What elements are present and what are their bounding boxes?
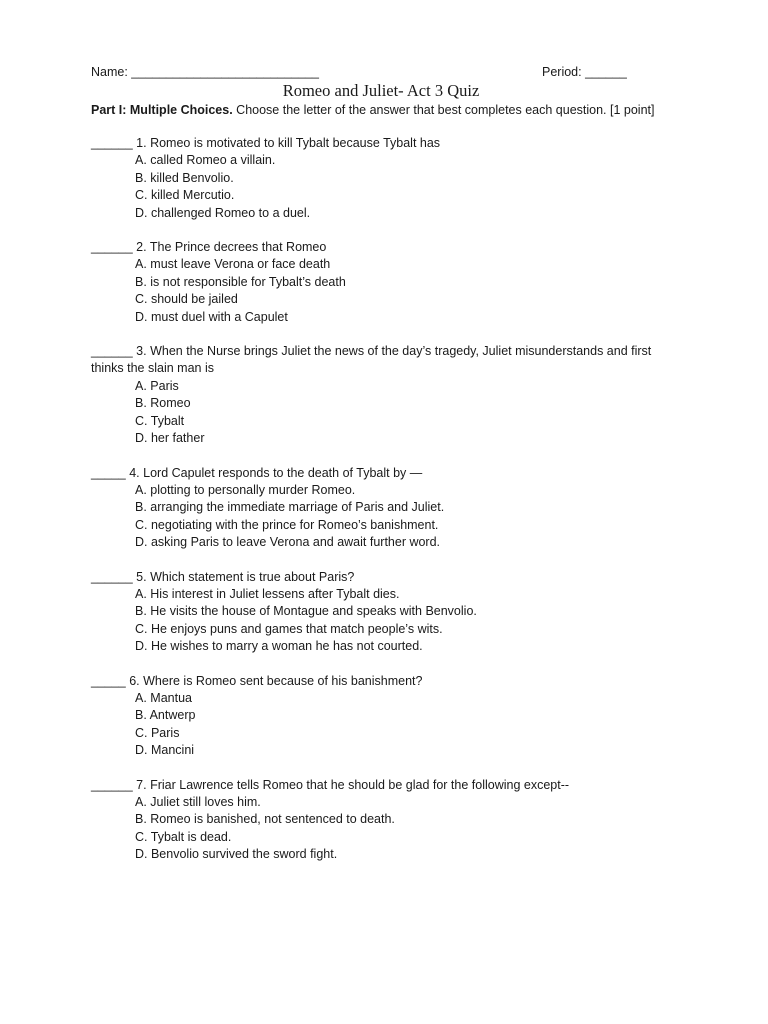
option-c: C. killed Mercutio. — [135, 188, 235, 203]
question-stem: _____ 6. Where is Romeo sent because of his banishment? — [91, 673, 423, 688]
answer-options — [135, 378, 681, 448]
option-a: A. plotting to personally murder Romeo. — [135, 482, 356, 497]
part-label: Part I: Multiple Choices. — [91, 103, 233, 117]
option-a: A. His interest in Juliet lessens after Tybalt dies. — [135, 586, 400, 601]
question-3 — [91, 343, 681, 447]
option-c: C. should be jailed — [135, 292, 238, 307]
period-field: Period: ______ — [542, 65, 627, 79]
question-stem: ______ 5. Which statement is true about Paris? — [91, 569, 355, 584]
option-b: B. killed Benvolio. — [135, 170, 234, 185]
header-row — [91, 63, 681, 81]
question-7 — [91, 777, 681, 864]
name-field: Name: ___________________________ — [91, 65, 319, 79]
answer-options — [135, 152, 681, 222]
option-d: D. challenged Romeo to a duel. — [135, 205, 311, 220]
option-b: B. He visits the house of Montague and speaks with Benvolio. — [135, 604, 477, 619]
option-b: B. Antwerp — [135, 708, 196, 723]
option-a: A. Paris — [135, 378, 179, 393]
option-c: C. Tybalt is dead. — [135, 829, 232, 844]
answer-options — [135, 482, 681, 552]
answer-options — [135, 586, 681, 656]
question-stem: ______ 7. Friar Lawrence tells Romeo that he should be glad for the following except-- — [91, 777, 570, 792]
option-a: A. Mantua — [135, 690, 192, 705]
option-b: B. Romeo — [135, 396, 191, 411]
question-2 — [91, 239, 681, 326]
option-d: D. He wishes to marry a woman he has not courted. — [135, 639, 423, 654]
instructions — [91, 102, 681, 119]
option-c: C. negotiating with the prince for Romeo’s banishment. — [135, 517, 439, 532]
answer-options — [135, 256, 681, 326]
question-stem: ______ 2. The Prince decrees that Romeo — [91, 240, 327, 255]
option-a: A. called Romeo a villain. — [135, 153, 276, 168]
option-c: C. He enjoys puns and games that match people’s wits. — [135, 621, 443, 636]
answer-options — [135, 690, 681, 760]
option-d: D. Mancini — [135, 743, 195, 758]
question-6 — [91, 673, 681, 760]
answer-options — [135, 794, 681, 864]
question-1 — [91, 135, 681, 222]
option-d: D. her father — [135, 431, 205, 446]
question-stem: ______ 1. Romeo is motivated to kill Tybalt because Tybalt has — [91, 136, 441, 150]
option-d: D. must duel with a Capulet — [135, 309, 288, 324]
option-b: B. is not responsible for Tybalt’s death — [135, 274, 346, 289]
question-4 — [91, 465, 681, 552]
option-d: D. Benvolio survived the sword fight. — [135, 847, 338, 862]
option-c: C. Paris — [135, 725, 180, 740]
option-c: C. Tybalt — [135, 413, 185, 428]
question-stem: ______ 3. When the Nurse brings Juliet the news of the day’s tragedy, Juliet misunderstands and first thinks the slain man is — [91, 344, 655, 376]
question-stem: _____ 4. Lord Capulet responds to the death of Tybalt by — — [91, 465, 423, 480]
option-a: A. must leave Verona or face death — [135, 257, 331, 272]
option-d: D. asking Paris to leave Verona and await further word. — [135, 535, 441, 550]
option-b: B. arranging the immediate marriage of Paris and Juliet. — [135, 500, 445, 515]
option-a: A. Juliet still loves him. — [135, 795, 261, 809]
quiz-page — [91, 63, 681, 864]
quiz-title: Romeo and Juliet- Act 3 Quiz — [282, 81, 480, 100]
question-5 — [91, 569, 681, 656]
option-b: B. Romeo is banished, not sentenced to death. — [135, 812, 395, 827]
instructions-text: Choose the letter of the answer that best completes each question. [1 point] — [232, 103, 655, 117]
